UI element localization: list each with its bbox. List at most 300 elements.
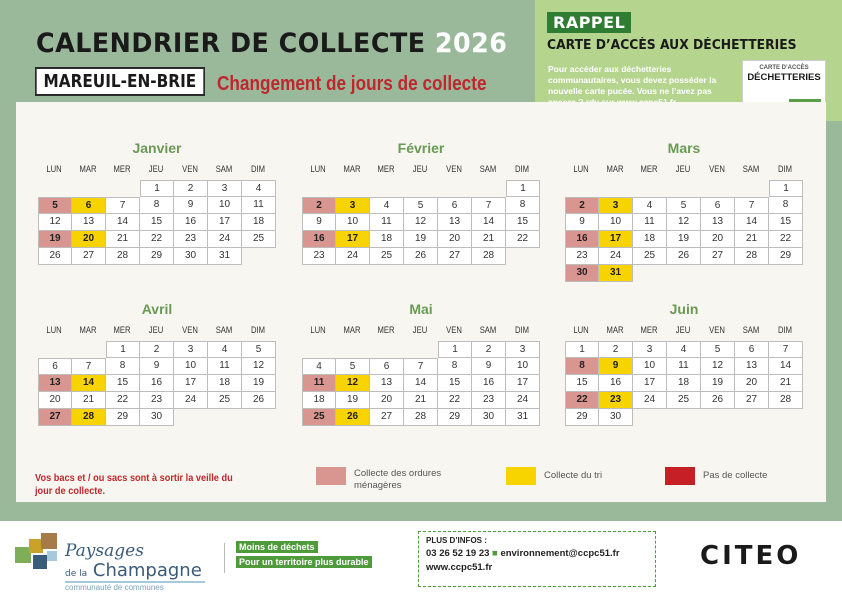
empty-cell (38, 341, 72, 358)
weekday-label: VEN (709, 325, 725, 335)
day-cell: 29 (140, 248, 174, 265)
empty-cell (38, 180, 72, 197)
day-cell: 21 (72, 392, 106, 409)
logo-text-champagne (65, 560, 202, 581)
day-cell: 11 (667, 358, 701, 375)
empty-cell (404, 341, 438, 358)
day-cell: 26 (404, 248, 438, 265)
day-cell: 22 (565, 392, 599, 409)
day-cell: 31 (599, 265, 633, 282)
month-grid (301, 180, 541, 265)
day-cell: 5 (404, 197, 438, 214)
day-cell: 23 (472, 392, 506, 409)
day-cell: 2 (140, 341, 174, 358)
day-cell: 21 (404, 392, 438, 409)
day-cell: 26 (38, 248, 72, 265)
day-cell: 15 (769, 214, 803, 231)
day-cell: 2 (599, 341, 633, 358)
card-small-text: CARTE D’ACCÈS (759, 65, 809, 71)
empty-cell (735, 180, 769, 197)
day-cell: 10 (599, 214, 633, 231)
day-cell: 1 (506, 180, 540, 197)
day-cell: 22 (506, 231, 540, 248)
day-cell: 6 (38, 358, 72, 375)
rappel-text: Pour accéder aux déchetteries communautaires, vous devez posséder la nouvelle carte pucée. Vous ne l’avez pas (548, 64, 717, 96)
day-cell: 7 (106, 197, 140, 214)
info-email[interactable]: environnement@ccpc51.fr (500, 548, 620, 559)
day-cell: 1 (106, 341, 140, 358)
day-cell: 16 (565, 231, 599, 248)
day-cell: 20 (370, 392, 404, 409)
day-cell: 6 (701, 197, 735, 214)
day-cell: 9 (174, 197, 208, 214)
day-cell: 9 (140, 358, 174, 375)
day-cell: 6 (438, 197, 472, 214)
day-cell: 18 (370, 231, 404, 248)
day-cell: 13 (438, 214, 472, 231)
day-cell: 3 (633, 341, 667, 358)
empty-cell (336, 341, 370, 358)
day-cell: 13 (735, 358, 769, 375)
day-cell: 10 (633, 358, 667, 375)
weekday-label: MAR (343, 164, 361, 174)
city-label: MAREUIL-EN-BRIE (35, 67, 205, 96)
weekday-label: DIM (514, 325, 530, 335)
day-cell: 6 (72, 197, 106, 214)
day-cell: 26 (701, 392, 735, 409)
legend-swatch-none (665, 467, 695, 485)
day-cell: 21 (735, 231, 769, 248)
info-box (418, 531, 656, 587)
empty-cell (599, 180, 633, 197)
empty-cell (72, 341, 106, 358)
day-cell: 20 (438, 231, 472, 248)
weekday-label: MER (113, 325, 131, 335)
logo-text-prefix: de la (65, 569, 88, 579)
weekday-label: LUN (573, 164, 589, 174)
month-grid (37, 341, 277, 426)
page-title (36, 28, 507, 59)
day-cell: 2 (565, 197, 599, 214)
day-cell: 24 (633, 392, 667, 409)
day-cell: 17 (208, 214, 242, 231)
day-cell: 17 (633, 375, 667, 392)
day-cell: 25 (633, 248, 667, 265)
day-cell: 20 (735, 375, 769, 392)
weekday-label: LUN (310, 164, 326, 174)
bullet-icon: ■ (492, 548, 498, 559)
citeo-logo: CITEO (700, 541, 802, 571)
empty-cell (404, 180, 438, 197)
day-cell: 12 (242, 358, 276, 375)
day-cell: 7 (72, 358, 106, 375)
day-cell: 27 (38, 409, 72, 426)
weekday-label: SAM (742, 164, 760, 174)
day-cell: 29 (438, 409, 472, 426)
weekday-label: SAM (215, 164, 233, 174)
day-cell: 9 (302, 214, 336, 231)
logo-text-paysages: Paysages (65, 541, 144, 561)
weekday-header (37, 319, 277, 341)
weekday-header (37, 158, 277, 180)
day-cell: 23 (599, 392, 633, 409)
day-cell: 1 (769, 180, 803, 197)
day-cell: 15 (106, 375, 140, 392)
day-cell: 21 (106, 231, 140, 248)
day-cell: 2 (302, 197, 336, 214)
weekday-label: JEU (675, 325, 691, 335)
month-1 (301, 140, 541, 265)
day-cell: 5 (38, 197, 72, 214)
day-cell: 29 (106, 409, 140, 426)
weekday-label: DIM (514, 164, 530, 174)
empty-cell (302, 180, 336, 197)
day-cell: 24 (336, 248, 370, 265)
weekday-label: VEN (709, 164, 725, 174)
weekday-label: JEU (675, 164, 691, 174)
day-cell: 18 (208, 375, 242, 392)
day-cell: 19 (701, 375, 735, 392)
day-cell: 18 (667, 375, 701, 392)
empty-cell (701, 180, 735, 197)
day-cell: 12 (667, 214, 701, 231)
rappel-tag: RAPPEL (547, 12, 631, 33)
empty-cell (667, 180, 701, 197)
month-title: Janvier (132, 140, 182, 156)
day-cell: 11 (633, 214, 667, 231)
day-cell: 25 (667, 392, 701, 409)
weekday-label: LUN (573, 325, 589, 335)
empty-cell (72, 180, 106, 197)
day-cell: 29 (769, 248, 803, 265)
month-2 (564, 140, 804, 282)
month-title: Juin (669, 301, 699, 317)
weekday-label: MAR (606, 164, 624, 174)
day-cell: 6 (735, 341, 769, 358)
footer-divider (224, 543, 225, 573)
day-cell: 17 (174, 375, 208, 392)
weekday-label: LUN (46, 164, 62, 174)
day-cell: 5 (242, 341, 276, 358)
day-cell: 14 (472, 214, 506, 231)
weekday-label: VEN (446, 325, 462, 335)
day-cell: 12 (404, 214, 438, 231)
day-cell: 29 (565, 409, 599, 426)
day-cell: 11 (242, 197, 276, 214)
empty-cell (438, 180, 472, 197)
day-cell: 19 (404, 231, 438, 248)
month-4 (301, 301, 541, 426)
empty-cell (336, 180, 370, 197)
day-cell: 4 (370, 197, 404, 214)
day-cell: 25 (242, 231, 276, 248)
day-cell: 19 (336, 392, 370, 409)
day-cell: 13 (38, 375, 72, 392)
empty-cell (370, 341, 404, 358)
title-year: 2026 (434, 28, 508, 59)
day-cell: 7 (404, 358, 438, 375)
day-cell: 17 (599, 231, 633, 248)
day-cell: 1 (140, 180, 174, 197)
day-cell: 3 (599, 197, 633, 214)
day-cell: 8 (140, 197, 174, 214)
logo-square-icon (41, 533, 57, 549)
legend-ordures (316, 467, 454, 492)
day-cell: 19 (667, 231, 701, 248)
day-cell: 18 (242, 214, 276, 231)
day-cell: 25 (370, 248, 404, 265)
day-cell: 1 (565, 341, 599, 358)
day-cell: 31 (506, 409, 540, 426)
day-cell: 16 (140, 375, 174, 392)
day-cell: 3 (506, 341, 540, 358)
day-cell: 23 (174, 231, 208, 248)
day-cell: 18 (302, 392, 336, 409)
day-cell: 4 (242, 180, 276, 197)
day-cell: 16 (599, 375, 633, 392)
day-cell: 7 (735, 197, 769, 214)
day-cell: 8 (565, 358, 599, 375)
weekday-label: MAR (343, 325, 361, 335)
day-cell: 22 (769, 231, 803, 248)
empty-cell (302, 341, 336, 358)
day-cell: 22 (106, 392, 140, 409)
day-cell: 16 (174, 214, 208, 231)
weekday-header (564, 158, 804, 180)
day-cell: 19 (242, 375, 276, 392)
day-cell: 27 (735, 392, 769, 409)
day-cell: 9 (565, 214, 599, 231)
day-cell: 10 (208, 197, 242, 214)
day-cell: 13 (72, 214, 106, 231)
legend-label-ordures: Collecte des ordures ménagères (354, 468, 442, 491)
day-cell: 13 (701, 214, 735, 231)
month-0 (37, 140, 277, 265)
day-cell: 25 (302, 409, 336, 426)
day-cell: 12 (701, 358, 735, 375)
day-cell: 20 (701, 231, 735, 248)
month-grid (301, 341, 541, 426)
day-cell: 26 (242, 392, 276, 409)
day-cell: 5 (701, 341, 735, 358)
empty-cell (106, 180, 140, 197)
day-cell: 20 (38, 392, 72, 409)
logo-text-name: Champagne (92, 560, 202, 581)
day-cell: 7 (472, 197, 506, 214)
day-cell: 19 (38, 231, 72, 248)
empty-cell (472, 180, 506, 197)
day-cell: 21 (472, 231, 506, 248)
day-cell: 2 (174, 180, 208, 197)
weekday-label: DIM (777, 164, 793, 174)
month-grid (37, 180, 277, 265)
day-cell: 10 (506, 358, 540, 375)
day-cell: 24 (506, 392, 540, 409)
day-cell: 30 (565, 265, 599, 282)
weekday-label: MAR (606, 325, 624, 335)
weekday-header (301, 319, 541, 341)
empty-cell (370, 180, 404, 197)
month-title: Mai (409, 301, 433, 317)
day-cell: 17 (336, 231, 370, 248)
day-cell: 23 (565, 248, 599, 265)
day-cell: 7 (769, 341, 803, 358)
day-cell: 4 (302, 358, 336, 375)
day-cell: 28 (106, 248, 140, 265)
day-cell: 11 (208, 358, 242, 375)
weekday-label: JEU (412, 164, 428, 174)
weekday-label: DIM (777, 325, 793, 335)
day-cell: 4 (667, 341, 701, 358)
weekday-label: MER (640, 325, 658, 335)
month-grid (564, 341, 804, 426)
card-big-text: DÉCHETTERIES (747, 72, 821, 83)
day-cell: 24 (208, 231, 242, 248)
logo-square-icon (33, 555, 47, 569)
day-cell: 30 (599, 409, 633, 426)
day-cell: 23 (140, 392, 174, 409)
weekday-label: MER (377, 164, 395, 174)
day-cell: 15 (565, 375, 599, 392)
weekday-label: MER (377, 325, 395, 335)
day-cell: 6 (370, 358, 404, 375)
weekday-label: MER (640, 164, 658, 174)
legend-tri (506, 467, 602, 485)
weekday-label: MER (113, 164, 131, 174)
day-cell: 11 (370, 214, 404, 231)
day-cell: 27 (701, 248, 735, 265)
weekday-label: DIM (250, 325, 266, 335)
weekday-label: JEU (148, 164, 164, 174)
day-cell: 28 (769, 392, 803, 409)
day-cell: 3 (208, 180, 242, 197)
weekday-header (564, 319, 804, 341)
footer (0, 521, 842, 595)
day-cell: 8 (769, 197, 803, 214)
info-title: PLUS D’INFOS : (426, 536, 487, 545)
day-cell: 14 (735, 214, 769, 231)
day-cell: 12 (336, 375, 370, 392)
day-cell: 28 (72, 409, 106, 426)
month-title: Février (397, 140, 445, 156)
day-cell: 18 (633, 231, 667, 248)
day-cell: 23 (302, 248, 336, 265)
month-5 (564, 301, 804, 426)
day-cell: 24 (174, 392, 208, 409)
logo-square-icon (47, 551, 57, 561)
day-cell: 30 (472, 409, 506, 426)
month-3 (37, 301, 277, 426)
day-cell: 2 (472, 341, 506, 358)
weekday-label: LUN (310, 325, 326, 335)
day-cell: 28 (472, 248, 506, 265)
day-cell: 4 (633, 197, 667, 214)
legend-pas-de-collecte (665, 467, 767, 485)
title-text: CALENDRIER DE COLLECTE (36, 28, 426, 59)
month-title: Avril (141, 301, 173, 317)
day-cell: 11 (302, 375, 336, 392)
day-cell: 3 (336, 197, 370, 214)
day-cell: 10 (174, 358, 208, 375)
day-cell: 14 (769, 358, 803, 375)
weekday-label: VEN (182, 164, 198, 174)
day-cell: 22 (438, 392, 472, 409)
day-cell: 16 (302, 231, 336, 248)
info-website[interactable]: www.ccpc51.fr (426, 562, 493, 573)
day-cell: 3 (174, 341, 208, 358)
weekday-header (301, 158, 541, 180)
day-cell: 1 (438, 341, 472, 358)
day-cell: 21 (769, 375, 803, 392)
day-cell: 25 (208, 392, 242, 409)
month-grid (564, 180, 804, 282)
collection-note: Vos bacs et / ou sacs sont à sortir la veille du jour de collecte. (35, 473, 233, 497)
day-cell: 30 (174, 248, 208, 265)
weekday-label: SAM (215, 325, 233, 335)
day-cell: 10 (336, 214, 370, 231)
day-cell: 26 (667, 248, 701, 265)
day-cell: 22 (140, 231, 174, 248)
slogan-line1: Moins de déchets (236, 541, 318, 553)
empty-cell (565, 180, 599, 197)
legend-label-tri: Collecte du tri (544, 470, 603, 481)
day-cell: 4 (208, 341, 242, 358)
info-contact-line (426, 548, 648, 559)
day-cell: 14 (72, 375, 106, 392)
day-cell: 15 (438, 375, 472, 392)
day-cell: 5 (336, 358, 370, 375)
info-phone[interactable]: 03 26 52 19 23 (426, 548, 490, 559)
weekday-label: VEN (446, 164, 462, 174)
weekday-label: SAM (742, 325, 760, 335)
weekday-label: MAR (79, 164, 97, 174)
day-cell: 30 (140, 409, 174, 426)
weekday-label: MAR (79, 325, 97, 335)
day-cell: 27 (370, 409, 404, 426)
day-cell: 8 (438, 358, 472, 375)
day-cell: 14 (106, 214, 140, 231)
empty-cell (633, 180, 667, 197)
weekday-label: JEU (412, 325, 428, 335)
day-cell: 24 (599, 248, 633, 265)
slogan-line2: Pour un territoire plus durable (236, 556, 372, 568)
day-cell: 20 (72, 231, 106, 248)
day-cell: 9 (472, 358, 506, 375)
day-cell: 9 (599, 358, 633, 375)
legend-swatch-tri (506, 467, 536, 485)
day-cell: 13 (370, 375, 404, 392)
day-cell: 17 (506, 375, 540, 392)
day-cell: 28 (735, 248, 769, 265)
weekday-label: SAM (479, 325, 497, 335)
day-cell: 27 (72, 248, 106, 265)
day-cell: 15 (506, 214, 540, 231)
legend-label-none: Pas de collecte (703, 470, 768, 481)
day-cell: 26 (336, 409, 370, 426)
weekday-label: DIM (250, 164, 266, 174)
weekday-label: LUN (46, 325, 62, 335)
day-cell: 8 (506, 197, 540, 214)
day-cell: 14 (404, 375, 438, 392)
rappel-title: CARTE D’ACCÈS AUX DÉCHETTERIES (547, 38, 797, 53)
logo-text-cc: communauté de communes (65, 583, 164, 592)
day-cell: 16 (472, 375, 506, 392)
day-cell: 8 (106, 358, 140, 375)
subtitle: Changement de jours de collecte (217, 73, 487, 95)
month-title: Mars (667, 140, 701, 156)
day-cell: 27 (438, 248, 472, 265)
weekday-label: JEU (148, 325, 164, 335)
